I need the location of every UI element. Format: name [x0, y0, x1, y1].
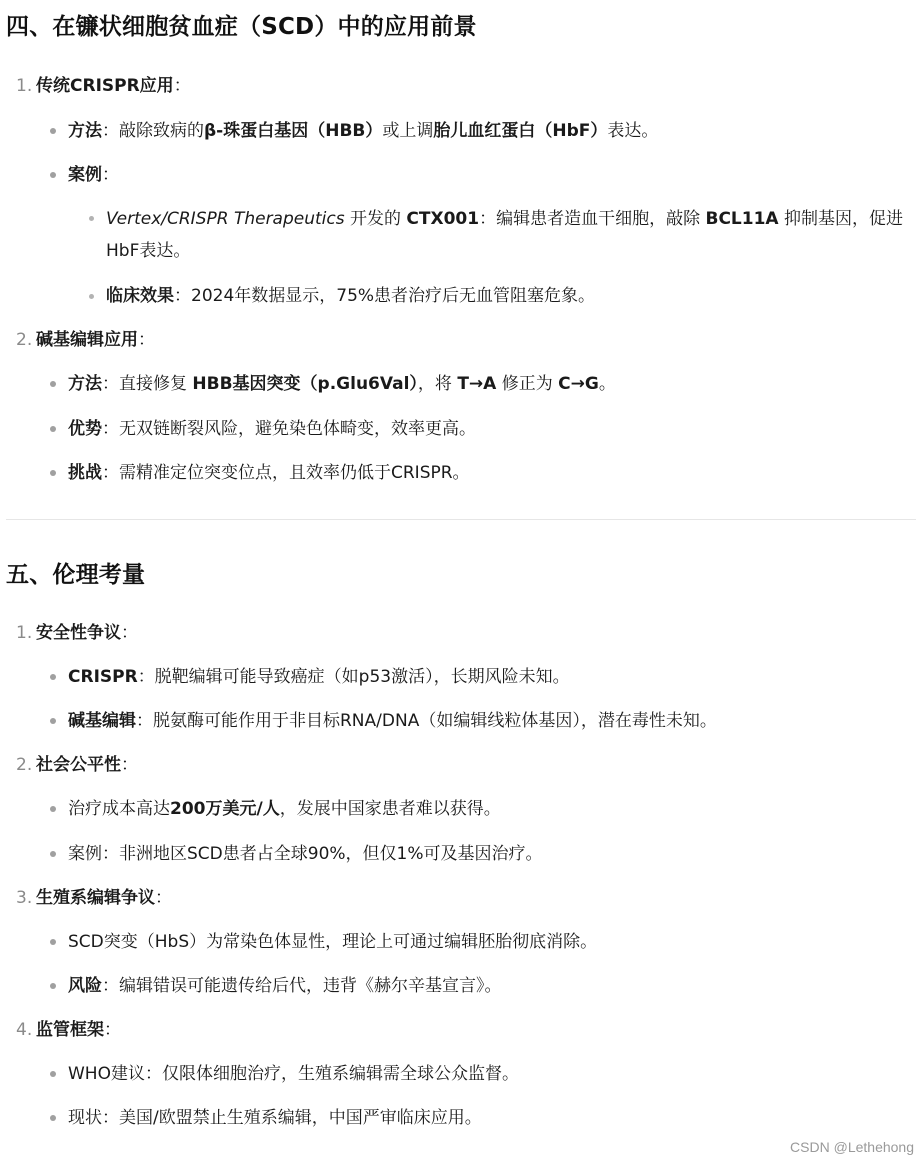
list-item	[68, 461, 470, 485]
list-item	[68, 842, 543, 866]
list-item	[68, 797, 501, 821]
colon: ：	[121, 623, 138, 643]
text: 修正为	[496, 374, 559, 394]
ordered-list-item	[16, 74, 191, 98]
text: 抑制基因，促进HbF表达。	[106, 209, 903, 261]
bold-text: T→A	[457, 374, 497, 394]
bold-label: 碱基编辑	[68, 711, 136, 731]
bullet-icon	[50, 128, 56, 134]
bullet-icon	[50, 1071, 56, 1077]
text: 或上调	[382, 121, 434, 141]
advantage-label: 优势	[68, 419, 102, 439]
bullet-icon	[50, 983, 56, 989]
ordered-list-item	[16, 328, 155, 352]
colon: ：	[138, 330, 155, 350]
ordered-list-item	[16, 753, 138, 777]
text: ：直接修复	[102, 374, 193, 394]
list-item-label: 生殖系编辑争议	[36, 888, 155, 908]
list-number: 4.	[16, 1020, 33, 1040]
text: ：脱靶编辑可能导致癌症（如p53激活），长期风险未知。	[137, 667, 570, 687]
text: ：2024年数据显示，75%患者治疗后无血管阻塞危象。	[174, 286, 596, 306]
text: ：无双链断裂风险，避免染色体畸变，效率更高。	[102, 419, 476, 439]
list-item	[68, 665, 570, 689]
bold-text: 胎儿血红蛋白（HbF）	[433, 121, 608, 141]
text: 。	[598, 374, 616, 394]
method-label: 方法	[68, 121, 102, 141]
bullet-icon	[50, 470, 56, 476]
list-item	[68, 1106, 482, 1130]
colon: ：	[155, 888, 172, 908]
text: ，发展中国家患者难以获得。	[279, 799, 501, 819]
challenge-label: 挑战	[68, 463, 102, 483]
ordered-list-item	[16, 886, 172, 910]
text: ：需精准定位突变位点，且效率仍低于CRISPR。	[102, 463, 470, 483]
text: 开发的	[344, 209, 407, 229]
colon: ：	[121, 755, 138, 775]
text: ：编辑错误可能遗传给后代，违背《赫尔辛基宣言》。	[102, 976, 502, 996]
bullet-icon	[50, 426, 56, 432]
text: ：脱氨酶可能作用于非目标RNA/DNA（如编辑线粒体基因），潜在毒性未知。	[136, 711, 717, 731]
list-number: 1.	[16, 76, 33, 96]
ordered-list-item	[16, 1018, 121, 1042]
bullet-icon	[50, 1115, 56, 1121]
list-item	[68, 417, 476, 441]
text: 现状：美国/欧盟禁止生殖系编辑，中国严审临床应用。	[68, 1108, 482, 1128]
text: WHO建议：仅限体细胞治疗，生殖系编辑需全球公众监督。	[68, 1064, 519, 1084]
clinical-label: 临床效果	[106, 286, 174, 306]
bullet-icon	[89, 216, 94, 221]
list-number: 1.	[16, 623, 33, 643]
bullet-icon	[50, 939, 56, 945]
list-item	[68, 1062, 519, 1086]
risk-label: 风险	[68, 976, 102, 996]
bullet-icon	[50, 851, 56, 857]
sub-list-item	[106, 284, 595, 308]
method-label: 方法	[68, 374, 102, 394]
text: ，将	[417, 374, 458, 394]
bullet-icon	[50, 381, 56, 387]
bold-text: HBB基因突变（p.Glu6Val）	[192, 374, 418, 394]
bullet-icon	[50, 718, 56, 724]
list-item	[68, 709, 717, 733]
text: 表达。	[607, 121, 659, 141]
list-item-label: 安全性争议	[36, 623, 121, 643]
horizontal-divider	[6, 519, 916, 520]
bold-text: 200万美元/人	[170, 799, 280, 819]
list-item-label: 监管框架	[36, 1020, 104, 1040]
list-number: 2.	[16, 755, 33, 775]
list-item	[68, 372, 616, 396]
watermark: CSDN @Lethehong	[790, 1139, 914, 1155]
colon: ：	[173, 76, 191, 96]
text: ：编辑患者造血干细胞，敲除	[479, 209, 706, 229]
bold-text: β-珠蛋白基因（HBB）	[204, 121, 383, 141]
colon: ：	[102, 165, 119, 185]
bold-text: C→G	[558, 374, 599, 394]
bullet-icon	[50, 172, 56, 178]
bullet-icon	[89, 294, 94, 299]
list-item-label: 传统CRISPR应用	[36, 76, 174, 96]
sub-list-item	[106, 203, 918, 267]
section-title: 五、伦理考量	[6, 562, 146, 588]
colon: ：	[104, 1020, 121, 1040]
list-item-label: 社会公平性	[36, 755, 121, 775]
case-label: 案例	[68, 165, 102, 185]
list-item	[68, 119, 658, 143]
list-item-label: 碱基编辑应用	[36, 330, 138, 350]
list-item	[68, 974, 502, 998]
text: 案例：非洲地区SCD患者占全球90%，但仅1%可及基因治疗。	[68, 844, 543, 864]
list-number: 3.	[16, 888, 33, 908]
text: 治疗成本高达	[68, 799, 170, 819]
text: SCD突变（HbS）为常染色体显性，理论上可通过编辑胚胎彻底消除。	[68, 932, 598, 952]
bold-text: CTX001	[406, 209, 480, 229]
text: ：敲除致病的	[102, 121, 204, 141]
bullet-icon	[50, 806, 56, 812]
bullet-icon	[50, 674, 56, 680]
bold-text: BCL11A	[705, 209, 779, 229]
section-title: 四、在镰状细胞贫血症（SCD）中的应用前景	[6, 14, 477, 40]
bold-label: CRISPR	[68, 667, 138, 687]
list-item	[68, 930, 597, 954]
list-number: 2.	[16, 330, 33, 350]
ordered-list-item	[16, 621, 138, 645]
italic-text: Vertex/CRISPR Therapeutics	[106, 209, 345, 229]
list-item	[68, 163, 119, 187]
